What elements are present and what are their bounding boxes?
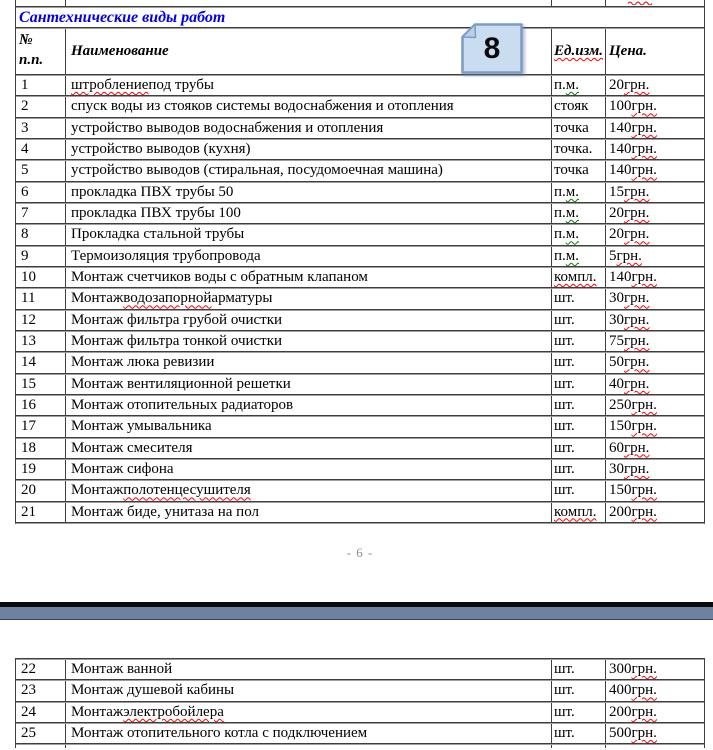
row-name: штробление под трубы	[65, 76, 551, 95]
clipped-cell	[605, 0, 704, 6]
row-number: 18	[21, 439, 36, 456]
row-number: 6	[21, 183, 29, 200]
row-name: Монтаж люка ревизии	[65, 353, 551, 372]
row-name: Монтаж отопительных радиаторов	[65, 396, 551, 415]
row-name: прокладка ПВХ трубы 50	[65, 183, 551, 202]
header-name: Наименование	[65, 29, 551, 74]
row-price: 20 грн.	[605, 204, 704, 223]
header-num	[16, 29, 65, 74]
table-body-page7	[16, 659, 704, 744]
table-body-page6	[16, 75, 704, 523]
table-row	[16, 160, 704, 181]
row-price: 30 грн.	[605, 289, 704, 308]
row-price: 150 грн.	[605, 417, 704, 436]
note-number: 8	[483, 31, 501, 65]
row-unit: стояк	[551, 97, 605, 116]
row-name: Прокладка стальной трубы	[65, 225, 551, 244]
row-unit: шт.	[551, 353, 605, 372]
clipped-cell	[16, 745, 65, 748]
row-unit: п. м.	[551, 247, 605, 266]
table-row	[16, 75, 704, 96]
table-row	[16, 118, 704, 139]
row-unit: шт.	[551, 703, 605, 722]
row-name: Монтаж ванной	[65, 660, 551, 679]
table-row	[16, 224, 704, 245]
table-row	[16, 374, 704, 395]
table-row	[16, 416, 704, 437]
page-separator	[0, 602, 713, 620]
row-unit: п. м.	[551, 183, 605, 202]
table-row	[16, 659, 704, 680]
price-table-page6	[15, 0, 705, 524]
row-unit: шт.	[551, 289, 605, 308]
row-price: 20 грн.	[605, 225, 704, 244]
row-price: 140 грн.	[605, 161, 704, 180]
row-price: 140 грн.	[605, 268, 704, 287]
row-name: Монтаж счетчиков воды с обратным клапаном	[65, 268, 551, 287]
row-number: 4	[21, 141, 29, 158]
table-row	[16, 310, 704, 331]
section-title: Сантехнические виды работ	[19, 8, 226, 26]
row-unit: п. м.	[551, 76, 605, 95]
clipped-row-top	[16, 0, 704, 7]
row-price: 20 грн.	[605, 76, 704, 95]
row-name: Монтаж умывальника	[65, 417, 551, 436]
row-unit: шт.	[551, 311, 605, 330]
row-unit: шт.	[551, 375, 605, 394]
row-price: 30 грн.	[605, 311, 704, 330]
row-price: 400 грн.	[605, 681, 704, 700]
clipped-cell	[65, 0, 551, 6]
row-price: 250 грн.	[605, 396, 704, 415]
row-number: 17	[21, 418, 36, 435]
row-price: 50 грн.	[605, 353, 704, 372]
row-number: 20	[21, 482, 36, 499]
clipped-cell	[605, 745, 704, 748]
row-unit: шт.	[551, 439, 605, 458]
row-price: 300 грн.	[605, 660, 704, 679]
row-name: устройство выводов водоснабжения и отопления	[65, 119, 551, 138]
row-number: 10	[21, 269, 36, 286]
table-row	[16, 438, 704, 459]
row-price: 100 грн.	[605, 97, 704, 116]
row-name: Монтаж электробойлера	[65, 703, 551, 722]
clipped-row-bottom	[16, 744, 704, 748]
header-num-line2: п.п.	[19, 52, 44, 69]
header-unit: Ед.изм.	[551, 29, 605, 74]
row-price: 200 грн.	[605, 503, 704, 522]
row-price: 30 грн.	[605, 460, 704, 479]
row-number: 7	[21, 205, 29, 222]
row-unit: точка	[551, 119, 605, 138]
row-number: 11	[21, 290, 36, 307]
row-name: Термоизоляция трубопровода	[65, 247, 551, 266]
row-price: 40 грн.	[605, 375, 704, 394]
table-row	[16, 352, 704, 373]
table-header-row	[16, 28, 704, 75]
row-number: 12	[21, 311, 36, 328]
row-name: Монтаж биде, унитаза на пол	[65, 503, 551, 522]
row-unit: шт.	[551, 332, 605, 351]
table-row	[16, 395, 704, 416]
row-price: 60 грн.	[605, 439, 704, 458]
row-name: устройство выводов (кухня)	[65, 140, 551, 159]
row-number: 8	[21, 226, 29, 243]
row-number: 5	[21, 162, 29, 179]
table-row	[16, 331, 704, 352]
header-num-line1: №	[19, 32, 33, 48]
row-number: 24	[21, 703, 36, 720]
table-row	[16, 680, 704, 701]
row-name: устройство выводов (стиральная, посудомоечная машина)	[65, 161, 551, 180]
table-row	[16, 182, 704, 203]
row-number: 3	[21, 119, 29, 136]
clipped-cell	[16, 0, 65, 6]
row-name: спуск воды из стояков системы водоснабжения и отопления	[65, 97, 551, 116]
row-name: Монтаж вентиляционной решетки	[65, 375, 551, 394]
row-name: Монтаж водозапорной арматуры	[65, 289, 551, 308]
row-number: 19	[21, 461, 36, 478]
clipped-cell	[551, 745, 605, 748]
table-row	[16, 502, 704, 523]
row-unit: шт.	[551, 417, 605, 436]
row-price: 140 грн.	[605, 140, 704, 159]
table-row	[16, 723, 704, 744]
section-title-row	[16, 7, 704, 28]
clipped-cell	[551, 0, 605, 6]
row-number: 16	[21, 397, 36, 414]
row-unit: компл.	[551, 503, 605, 522]
row-number: 22	[21, 661, 36, 678]
price-table-page7	[15, 658, 705, 748]
row-name: прокладка ПВХ трубы 100	[65, 204, 551, 223]
table-row	[16, 702, 704, 723]
red-squiggle-fragment	[628, 0, 653, 5]
row-price: 75 грн.	[605, 332, 704, 351]
page-separator-bottom	[0, 619, 713, 620]
row-number: 14	[21, 354, 36, 371]
clipped-cell	[65, 745, 551, 748]
note-badge[interactable]	[461, 23, 523, 74]
row-price: 500 грн.	[605, 724, 704, 743]
row-name: Монтаж фильтра тонкой очистки	[65, 332, 551, 351]
row-unit: точка	[551, 161, 605, 180]
table-row	[16, 203, 704, 224]
row-number: 2	[21, 98, 29, 115]
row-price: 150 грн.	[605, 481, 704, 500]
row-unit: шт.	[551, 460, 605, 479]
row-price: 140 грн.	[605, 119, 704, 138]
table-row	[16, 267, 704, 288]
table-row	[16, 96, 704, 117]
row-number: 9	[21, 247, 29, 264]
row-unit: шт.	[551, 660, 605, 679]
row-number: 23	[21, 682, 36, 699]
table-row	[16, 288, 704, 309]
row-name: Монтаж фильтра грубой очистки	[65, 311, 551, 330]
row-number: 25	[21, 725, 36, 742]
row-price: 200 грн.	[605, 703, 704, 722]
table-row	[16, 139, 704, 160]
row-number: 13	[21, 333, 36, 350]
row-number: 1	[21, 77, 29, 94]
page-number: - 6 -	[346, 545, 374, 560]
table-row	[16, 480, 704, 501]
row-name: Монтаж душевой кабины	[65, 681, 551, 700]
page-separator-bar	[0, 607, 713, 619]
row-name: Монтаж полотенцесушителя	[65, 481, 551, 500]
table-row	[16, 246, 704, 267]
row-name: Монтаж сифона	[65, 460, 551, 479]
row-number: 21	[21, 503, 36, 520]
row-name: Монтаж смесителя	[65, 439, 551, 458]
row-unit: шт.	[551, 396, 605, 415]
row-name: Монтаж отопительного котла с подключением	[65, 724, 551, 743]
row-unit: шт.	[551, 681, 605, 700]
row-unit: точка.	[551, 140, 605, 159]
row-unit: шт.	[551, 481, 605, 500]
row-unit: шт.	[551, 724, 605, 743]
header-price: Цена.	[605, 29, 704, 74]
row-price: 15 грн.	[605, 183, 704, 202]
row-unit: п. м.	[551, 225, 605, 244]
row-number: 15	[21, 375, 36, 392]
row-unit: п. м.	[551, 204, 605, 223]
row-unit: компл.	[551, 268, 605, 287]
table-row	[16, 459, 704, 480]
row-price: 5 грн.	[605, 247, 704, 266]
